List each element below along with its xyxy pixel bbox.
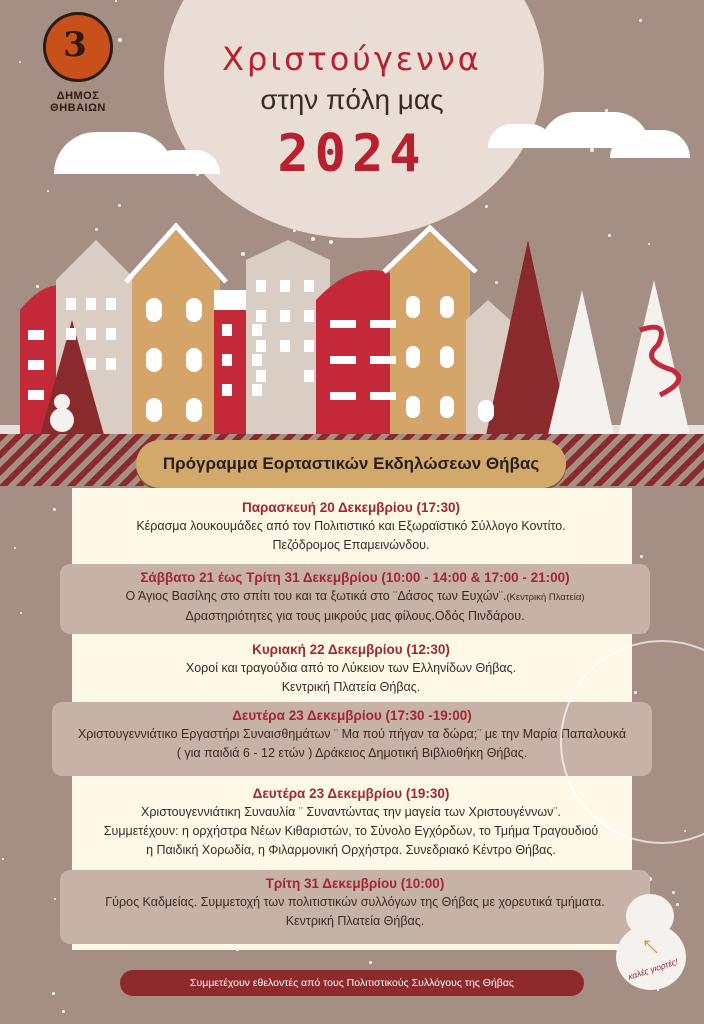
snowflake <box>54 898 56 900</box>
volunteers-footer: Συμμετέχουν εθελοντές από τους Πολιτιστικούς Συλλόγους της Θήβας <box>120 970 584 996</box>
event-3 <box>86 640 616 697</box>
event-date: Δευτέρα 23 Δεκεμβρίου (19:30) <box>252 786 450 801</box>
snowflake <box>62 1010 65 1013</box>
event-note: (Κεντρική Πλατεία) <box>506 592 585 603</box>
event-date: Σάββατο 21 έως Τρίτη 31 Δεκεμβρίου (10:00 - 14:00 & 17:00 - 21:00) <box>140 570 570 585</box>
cloud-far-right <box>610 130 690 158</box>
snowman-illustration <box>616 890 690 994</box>
event-line: Κεντρική Πλατεία Θήβας. <box>285 914 425 928</box>
village-scene <box>0 220 704 450</box>
event-line: ( για παιδιά 6 - 12 ετών ) Δράκειος Δημοτική Βιβλιοθήκη Θήβας. <box>176 746 528 760</box>
arrow-icon: ↑ <box>632 928 667 963</box>
snowflake <box>369 961 372 964</box>
event-6 <box>60 870 650 944</box>
greeting-text: καλές γιορτές! <box>626 956 680 982</box>
snowflake <box>115 0 117 2</box>
snowflake <box>639 19 642 22</box>
snowflake <box>47 190 49 192</box>
event-line: Δραστηριότητες για τους μικρούς μας φίλους.Οδός Πινδάρου. <box>185 609 525 623</box>
event-date: Τρίτη 31 Δεκεμβρίου (10:00) <box>265 876 445 891</box>
event-date: Κυριακή 22 Δεκεμβρίου (12:30) <box>252 642 450 657</box>
municipality-name: ΔΗΜΟΣ ΘΗΒΑΙΩΝ <box>50 90 106 114</box>
program-banner: Πρόγραμμα Εορταστικών Εκδηλώσεων Θήβας <box>136 440 566 488</box>
event-line: Χοροί και τραγούδια από το Λύκειον των Ελληνίδων Θήβας. <box>185 661 517 675</box>
event-line: η Παιδική Χορωδία, η Φιλαρμονική Ορχήστρα. Συνεδριακό Κέντρο Θήβας. <box>146 843 556 857</box>
event-line: Χριστουγεννιάτικο Εργαστήρι Συναισθημάτων ¨ Μα πού πήγαν τα δώρα;¨ με την Μαρία Παπαλουκά <box>77 727 627 741</box>
event-line: Κέρασμα λουκουμάδες από τον Πολιτιστικό και Εξωραϊστικό Σύλλογο Κοντίτο. <box>136 519 566 533</box>
snowflake <box>19 61 21 63</box>
event-line: Συμμετέχουν: η ορχήστρα Νέων Κιθαριστών, το Σύνολο Εγχόρδων, το Τμήμα Τραγουδιού <box>103 824 599 838</box>
title-subtitle: στην πόλη μας <box>260 84 444 115</box>
event-line: Χριστουγεννιάτικη Συναυλία ¨ Συναντώντας την μαγεία των Χριστουγέννων¨. <box>140 805 562 819</box>
snowflake <box>52 992 55 995</box>
event-date: Παρασκευή 20 Δεκεμβρίου (17:30) <box>241 500 460 515</box>
event-line: Πεζόδρομος Επαμεινώνδου. <box>272 538 430 552</box>
snowflake <box>485 205 488 208</box>
event-line: Ο Άγιος Βασίλης στο σπίτι του και τα ξωτικά στο ¨Δάσος των Ευχών¨.(Κεντρική Πλατεία) <box>125 589 585 603</box>
snowflake <box>14 547 16 549</box>
snowflake <box>2 858 4 860</box>
event-date: Δευτέρα 23 Δεκεμβρίου (17:30 -19:00) <box>232 708 472 723</box>
snowflake <box>20 612 22 614</box>
snowflake <box>640 555 643 558</box>
snowflake <box>53 508 56 511</box>
event-5 <box>86 784 616 860</box>
moon-circle <box>164 0 544 238</box>
snowflake <box>590 148 594 152</box>
snowflake <box>118 204 121 207</box>
event-2 <box>60 564 650 634</box>
cloud-left-small <box>150 150 220 174</box>
cloud-right-small <box>488 124 554 148</box>
event-1 <box>86 498 616 555</box>
event-line: Κεντρική Πλατεία Θήβας. <box>281 680 421 694</box>
event-line: Γύρος Καδμείας. Συμμετοχή των πολιτιστικών συλλόγων της Θήβας με χορευτικά τμήματα. <box>105 895 605 909</box>
emblem-icon <box>43 12 113 82</box>
emblem-glyph: 3 <box>63 25 87 65</box>
title-year: 2024 <box>277 124 427 184</box>
title-christmas: Χριστούγεννα <box>222 40 482 78</box>
municipality-logo <box>28 12 128 114</box>
